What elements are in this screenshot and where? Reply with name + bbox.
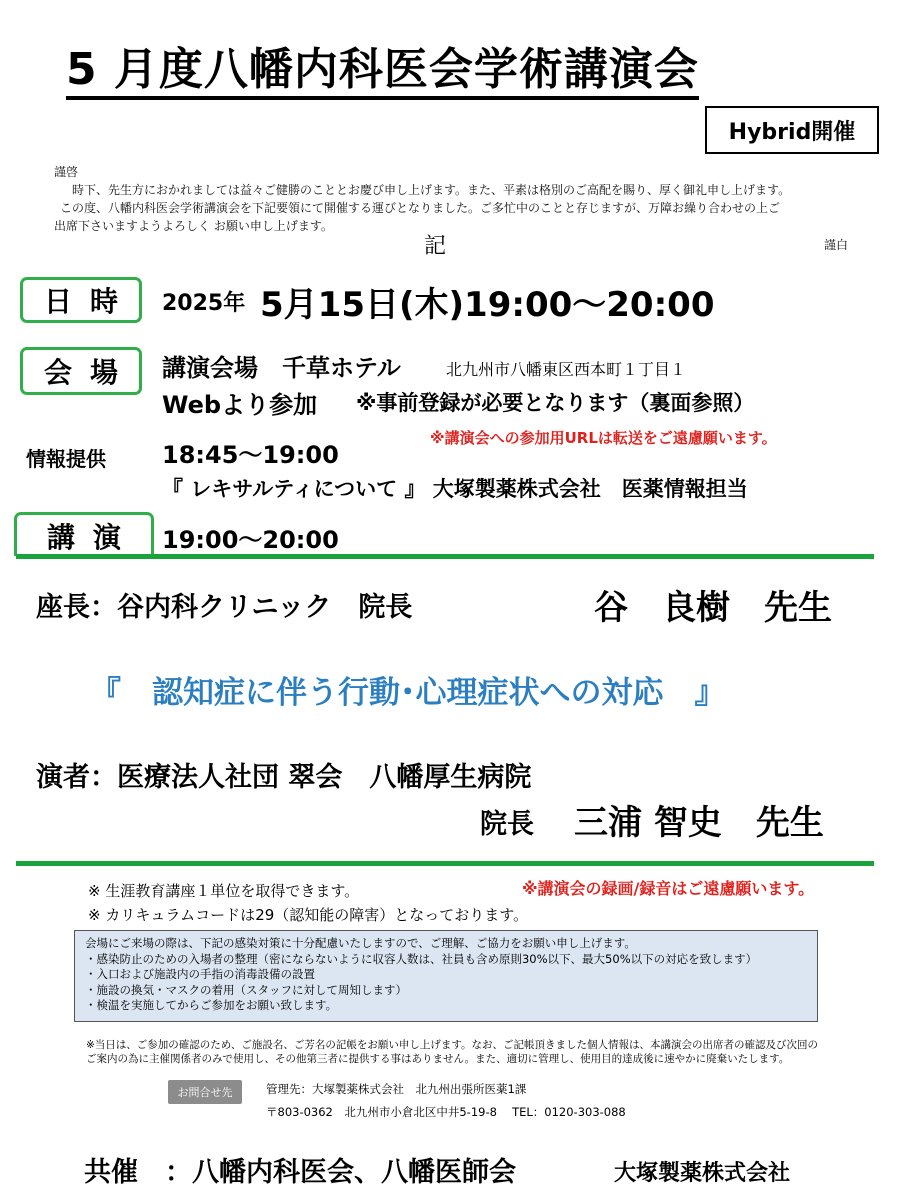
web-registration-note: ※事前登録が必要となります（裏面参照） <box>356 391 755 415</box>
greeting-line-1: 時下、先生方におかれましては益々ご健勝のこととお慶び申し上げます。また、平素は格別のご高配を賜り、厚く御礼申し上げます。 <box>72 183 791 197</box>
infection-line: 会場にご来場の際は、下記の感染対策に十分配慮いたしますので、ご理解、ご協力をお願い申し上げます。 <box>85 936 636 950</box>
contact-address: 〒803-0362 北九州市小倉北区中井5-19-8 TEL：0120-303-088 <box>266 1105 626 1119</box>
venue-address: 北九州市八幡東区西本町１丁目１ <box>446 360 687 379</box>
infection-line: ・入口および施設内の手指の消毒設備の設置 <box>85 967 315 981</box>
greeting-close: 謹白 <box>824 238 849 252</box>
greeting-open: 謹啓 <box>54 165 79 179</box>
contact-manager: 管理先：大塚製薬株式会社 北九州出張所医薬1課 <box>266 1082 527 1096</box>
speaker-role: 院長 <box>480 809 534 840</box>
chair-role: 座長：谷内科クリニック 院長 <box>36 592 413 623</box>
cohost-company: 大塚製薬株式会社 <box>614 1161 791 1186</box>
lecture-title: 『 認知症に伴う行動･心理症状への対応 』 <box>90 675 726 711</box>
datetime-year: 2025年 <box>162 291 246 316</box>
cohost-label: 共催 ：八幡内科医会、八幡医師会 <box>84 1157 516 1188</box>
contact-badge: お問合せ先 <box>168 1080 242 1104</box>
privacy-line-1: ※当日は、ご参加の確認のため、ご施設名、ご芳名の記帳をお願い申し上げます。なお、ご記帳頂きました個人情報は、本講演会の出席者の確認及び次回の <box>86 1039 819 1051</box>
lecture-label: 講演 <box>14 512 154 556</box>
curriculum-note: ※ カリキュラムコードは29（認知能の障害）となっております。 <box>88 906 529 924</box>
lecture-time: 19:00～20:00 <box>162 526 339 554</box>
infection-line: ・感染防止のための入場者の整理（密にならないように収容人数は、社員も含め原則30%以下、最大50%以下の対応を致します） <box>85 951 758 966</box>
privacy-line-2: ご案内の為に主催関係者のみで使用し、その他第三者に提供する事はありません。また、適切に管理し、使用目的達成後に速やかに廃棄いたします。 <box>86 1053 790 1065</box>
info-topic: 『 レキサルティについて 』 大塚製薬株式会社 医薬情報担当 <box>162 477 748 501</box>
speaker-org: 演者：医療法人社団 翠会 八幡厚生病院 <box>36 762 532 793</box>
datetime-value: 5月15日(木)19:00～20:00 <box>260 285 715 325</box>
hybrid-badge: Hybrid開催 <box>705 106 879 154</box>
ki-mark: 記 <box>424 234 447 259</box>
info-label: 情報提供 <box>26 447 106 471</box>
url-transfer-note: ※講演会への参加用URLは転送をご遠慮願います。 <box>430 429 777 447</box>
page-title: 5 月度八幡内科医会学術講演会 <box>66 44 699 100</box>
divider-bottom <box>16 861 874 866</box>
divider-top <box>16 554 874 559</box>
venue-label: 会場 <box>20 347 142 395</box>
infection-line: ・施設の換気・マスクの着用（スタッフに対して周知します） <box>85 982 407 997</box>
speaker-name: 三浦 智史 先生 <box>574 803 824 843</box>
venue-name: 講演会場 千草ホテル <box>162 354 401 382</box>
infection-line: ・検温を実施してからご参加をお願い致します。 <box>85 998 338 1012</box>
info-time: 18:45～19:00 <box>162 441 339 469</box>
datetime-label: 日時 <box>20 277 142 323</box>
chair-name: 谷 良樹 先生 <box>594 588 832 628</box>
greeting-line-3: 出席下さいますようよろしく お願い申し上げます。 <box>54 219 333 233</box>
greeting-line-2: この度、八幡内科医会学術講演会を下記要領にて開催する運びとなりました。ご多忙中のことと存じますが、万障お繰り合わせの上ご <box>60 201 781 215</box>
credit-note: ※ 生涯教育講座１単位を取得できます。 <box>88 882 360 900</box>
infection-control-box <box>74 930 818 1022</box>
recording-note: ※講演会の録画/録音はご遠慮願います。 <box>522 879 815 898</box>
web-participation: Webより参加 <box>162 391 318 419</box>
